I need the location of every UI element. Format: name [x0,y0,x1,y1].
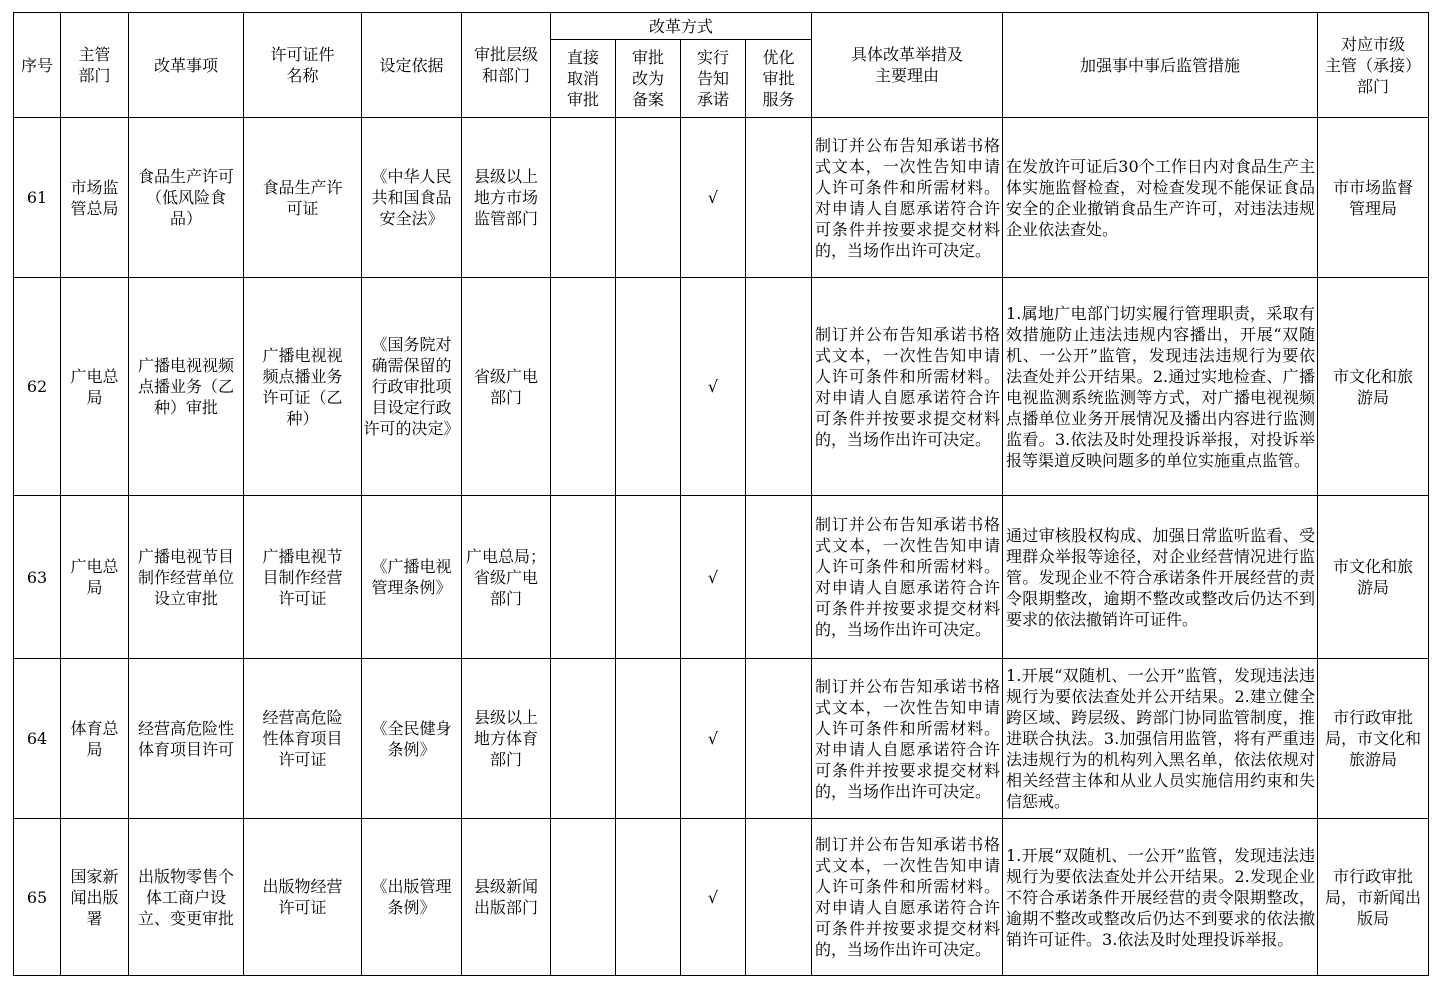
cell-seq: 65 [14,819,61,976]
header-supervision: 加强事中事后监管措施 [1003,13,1318,118]
header-to-filing: 审批 改为 备案 [616,40,681,118]
header-level: 审批层级 和部门 [462,13,551,118]
cell-to-filing [616,496,681,659]
cell-license: 广播电视视 频点播业务 许可证（乙 种） [244,278,362,496]
table-row [14,278,1429,496]
cell-optimize [746,118,812,278]
table-row [14,819,1429,976]
cell-dept: 广电总 局 [61,496,129,659]
cell-direct-cancel [551,496,616,659]
cell-city-dept: 市行政审批 局，市文化和 旅游局 [1318,659,1429,819]
cell-basis: 《国务院对 确需保留的 行政审批项 目设定行政 许可的决定》 [362,278,462,496]
cell-notify-commit-check: √ [681,659,746,819]
cell-measures: 制订并公布告知承诺书格式文本，一次性告知申请人许可条件和所需材料。对申请人自愿承诺符合许可条件并按要求提交材料的，当场作出许可决定。 [812,118,1003,278]
header-license: 许可证件 名称 [244,13,362,118]
cell-dept: 市场监 管总局 [61,118,129,278]
table-body [14,118,1429,976]
header-seq: 序号 [14,13,61,118]
cell-item: 广播电视节目 制作经营单位 设立审批 [129,496,244,659]
header-city-dept: 对应市级 主管（承接） 部门 [1318,13,1429,118]
cell-level: 县级新闻 出版部门 [462,819,551,976]
header-direct-cancel: 直接 取消 审批 [551,40,616,118]
cell-to-filing [616,278,681,496]
cell-measures: 制订并公布告知承诺书格式文本，一次性告知申请人许可条件和所需材料。对申请人自愿承诺符合许可条件并按要求提交材料的，当场作出许可决定。 [812,819,1003,976]
cell-basis: 《广播电视 管理条例》 [362,496,462,659]
cell-measures: 制订并公布告知承诺书格式文本，一次性告知申请人许可条件和所需材料。对申请人自愿承诺符合许可条件并按要求提交材料的，当场作出许可决定。 [812,659,1003,819]
cell-to-filing [616,819,681,976]
cell-item: 广播电视视频 点播业务（乙 种）审批 [129,278,244,496]
cell-item: 出版物零售个 体工商户设 立、变更审批 [129,819,244,976]
header-optimize: 优化 审批 服务 [746,40,812,118]
cell-seq: 63 [14,496,61,659]
header-measures: 具体改革举措及 主要理由 [812,13,1003,118]
cell-basis: 《出版管理 条例》 [362,819,462,976]
cell-supervision: 在发放许可证后30个工作日内对食品生产主体实施监督检查，对检查发现不能保证食品安全的企业撤销食品生产许可，对违法违规企业依法查处。 [1003,118,1318,278]
cell-item: 经营高危险性 体育项目许可 [129,659,244,819]
header-reform-mode: 改革方式 [551,13,812,40]
cell-dept: 广电总 局 [61,278,129,496]
cell-measures: 制订并公布告知承诺书格式文本，一次性告知申请人许可条件和所需材料。对申请人自愿承诺符合许可条件并按要求提交材料的，当场作出许可决定。 [812,496,1003,659]
header-dept: 主管 部门 [61,13,129,118]
cell-optimize [746,659,812,819]
cell-optimize [746,278,812,496]
cell-license: 广播电视节 目制作经营 许可证 [244,496,362,659]
cell-direct-cancel [551,278,616,496]
cell-license: 食品生产许 可证 [244,118,362,278]
cell-direct-cancel [551,819,616,976]
cell-seq: 62 [14,278,61,496]
cell-measures: 制订并公布告知承诺书格式文本，一次性告知申请人许可条件和所需材料。对申请人自愿承诺符合许可条件并按要求提交材料的，当场作出许可决定。 [812,278,1003,496]
cell-city-dept: 市文化和旅 游局 [1318,278,1429,496]
cell-supervision: 1.属地广电部门切实履行管理职责，采取有效措施防止违法违规内容播出，开展“双随机、一公开”监管，发现违法违规行为要依法查处并公开结果。2.通过实地检查、广播电视监测系统监测等方式，对广播电视视频点播单位业务开展情况及播出内容进行监测监看。3.依法及时处理投诉举报，对投诉举报等渠道反映问题多的单位实施重点监管。 [1003,278,1318,496]
table-row [14,496,1429,659]
header-basis: 设定依据 [362,13,462,118]
cell-optimize [746,496,812,659]
cell-level: 省级广电 部门 [462,278,551,496]
cell-seq: 61 [14,118,61,278]
cell-license: 经营高危险 性体育项目 许可证 [244,659,362,819]
cell-basis: 《中华人民 共和国食品 安全法》 [362,118,462,278]
cell-item: 食品生产许可 （低风险食 品） [129,118,244,278]
cell-license: 出版物经营 许可证 [244,819,362,976]
cell-supervision: 1.开展“双随机、一公开”监管，发现违法违规行为要依法查处并公开结果。2.建立健全跨区域、跨层级、跨部门协同监管制度，推进联合执法。3.加强信用监管，将有严重违法违规行为的机构列入黑名单，依法依规对相关经营主体和从业人员实施信用约束和失信惩戒。 [1003,659,1318,819]
cell-to-filing [616,118,681,278]
cell-notify-commit-check: √ [681,496,746,659]
cell-city-dept: 市行政审批 局，市新闻出 版局 [1318,819,1429,976]
cell-supervision: 1.开展“双随机、一公开”监管，发现违法违规行为要依法查处并公开结果。2.发现企业不符合承诺条件开展经营的责令限期整改，逾期不整改或整改后仍达不到要求的依法撤销许可证件。3.依法及时处理投诉举报。 [1003,819,1318,976]
table-header [14,13,1429,118]
cell-level: 县级以上 地方市场 监管部门 [462,118,551,278]
reform-table [13,12,1429,976]
cell-basis: 《全民健身 条例》 [362,659,462,819]
cell-direct-cancel [551,118,616,278]
table-row [14,118,1429,278]
table-row [14,659,1429,819]
cell-notify-commit-check: √ [681,118,746,278]
cell-city-dept: 市文化和旅 游局 [1318,496,1429,659]
cell-seq: 64 [14,659,61,819]
cell-city-dept: 市市场监督 管理局 [1318,118,1429,278]
header-item: 改革事项 [129,13,244,118]
cell-level: 广电总局； 省级广电 部门 [462,496,551,659]
cell-level: 县级以上 地方体育 部门 [462,659,551,819]
cell-dept: 体育总 局 [61,659,129,819]
cell-direct-cancel [551,659,616,819]
cell-supervision: 通过审核股权构成、加强日常监听监看、受理群众举报等途径，对企业经营情况进行监管。发现企业不符合承诺条件开展经营的责令限期整改，逾期不整改或整改后仍达不到要求的依法撤销许可证件。 [1003,496,1318,659]
cell-to-filing [616,659,681,819]
header-notify-commit: 实行 告知 承诺 [681,40,746,118]
cell-optimize [746,819,812,976]
cell-notify-commit-check: √ [681,278,746,496]
cell-notify-commit-check: √ [681,819,746,976]
cell-dept: 国家新 闻出版 署 [61,819,129,976]
reform-table-sheet [13,12,1429,976]
